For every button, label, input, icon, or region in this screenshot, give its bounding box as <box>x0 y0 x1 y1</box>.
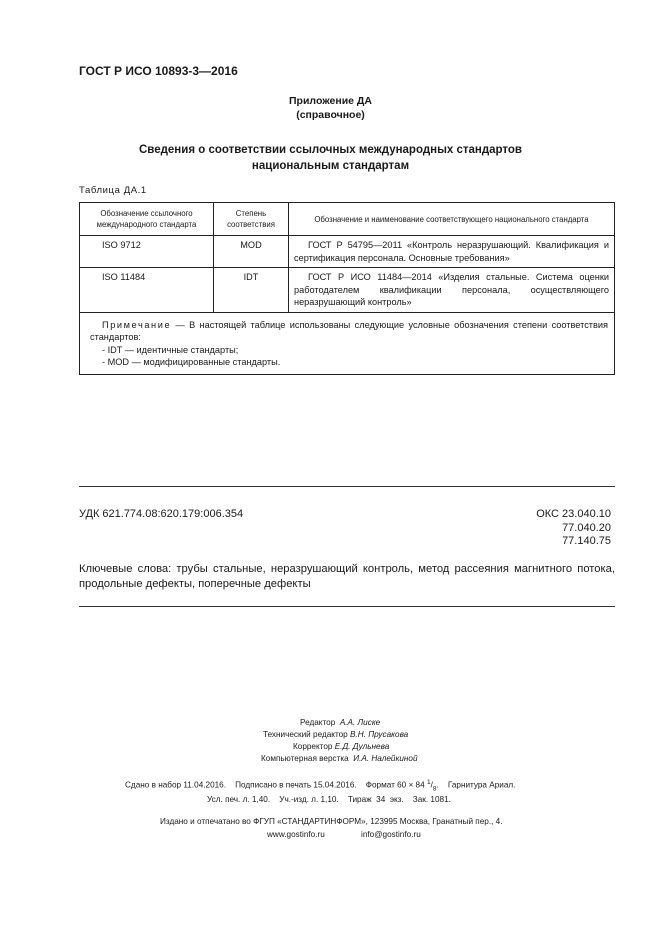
annex-subtitle: (справочное) <box>296 109 365 121</box>
cell-ref: ISO 9712 <box>80 236 214 268</box>
table-caption: Таблица ДА.1 <box>79 185 147 196</box>
oks-code: ОКС 23.040.10 <box>536 508 611 520</box>
header-national-standard: Обозначение и наименование соответствующего национального стандарта <box>289 203 615 236</box>
cell-national: ГОСТ Р 54795—2011 «Контроль неразрушающий. Квалификация и сертификация персонала. Основные требования» <box>289 236 615 268</box>
cell-degree: MOD <box>214 236 289 268</box>
divider <box>79 486 615 487</box>
note-label: Примечание <box>102 319 172 330</box>
header-ref-standard: Обозначение ссылочного международного стандарта <box>80 203 214 236</box>
section-title-line2: национальным стандартам <box>251 160 410 172</box>
table-note <box>80 312 615 374</box>
table-note-row <box>80 312 615 374</box>
document-code: ГОСТ Р ИСО 10893-3—2016 <box>79 64 238 78</box>
email-link[interactable]: info@gostinfo.ru <box>361 830 421 839</box>
note-item: - IDT — идентичные стандарты; <box>102 344 239 355</box>
cell-national: ГОСТ Р ИСО 11484—2014 «Изделия стальные. Система оценки работодателем квалификации персонала, осуществляющего неразрушающий контроль» <box>289 268 615 313</box>
oks-code: 77.140.75 <box>562 535 611 547</box>
table-row <box>80 268 615 313</box>
publisher-line: Издано и отпечатано во ФГУП «СТАНДАРТИНФОРМ», 123995 Москва, Гранатный пер., 4. <box>160 817 503 826</box>
imprint-line1: Сдано в набор 11.04.2016. Подписано в печать 15.04.2016. Формат 60 × 84 $^1/_8$. Гарнитура Ариал. <box>125 779 516 793</box>
imprint-line2: Усл. печ. л. 1,40. Уч.-изд. л. 1,10. Тираж 34 экз. Зак. 1081. <box>207 795 451 804</box>
table-header-row <box>80 203 615 236</box>
section-title-line1: Сведения о соответствии ссылочных международных стандартов <box>138 144 522 156</box>
credit-line: Технический редактор В.Н. Прусакова <box>263 730 409 739</box>
annex-title: Приложение ДА <box>289 95 372 107</box>
credit-line: Компьютерная верстка И.А. Налейкиной <box>261 754 418 763</box>
cell-degree: IDT <box>214 268 289 313</box>
keywords: Ключевые слова: трубы стальные, неразрушающий контроль, метод рассеяния магнитного потока, продольные дефекты, поперечные дефекты <box>79 563 615 590</box>
oks-code: 77.040.20 <box>562 521 611 534</box>
correspondence-table <box>79 202 615 375</box>
note-text: — В настоящей таблице использованы следующие условные обозначения степени соответствия стандартов: <box>90 319 608 342</box>
oks-codes <box>480 508 611 549</box>
table-row <box>80 236 615 268</box>
credit-line: Корректор Е.Д. Дульнева <box>293 742 390 751</box>
credit-line: Редактор А.А. Лиске <box>300 718 381 727</box>
header-degree: Степень соответствия <box>214 203 289 236</box>
website-link[interactable]: www.gostinfo.ru <box>267 830 325 839</box>
udk-code: УДК 621.774.08:620.179:006.354 <box>79 508 244 520</box>
note-item: - MOD — модифицированные стандарты. <box>102 357 281 367</box>
cell-ref: ISO 11484 <box>80 268 214 313</box>
divider <box>79 606 615 607</box>
